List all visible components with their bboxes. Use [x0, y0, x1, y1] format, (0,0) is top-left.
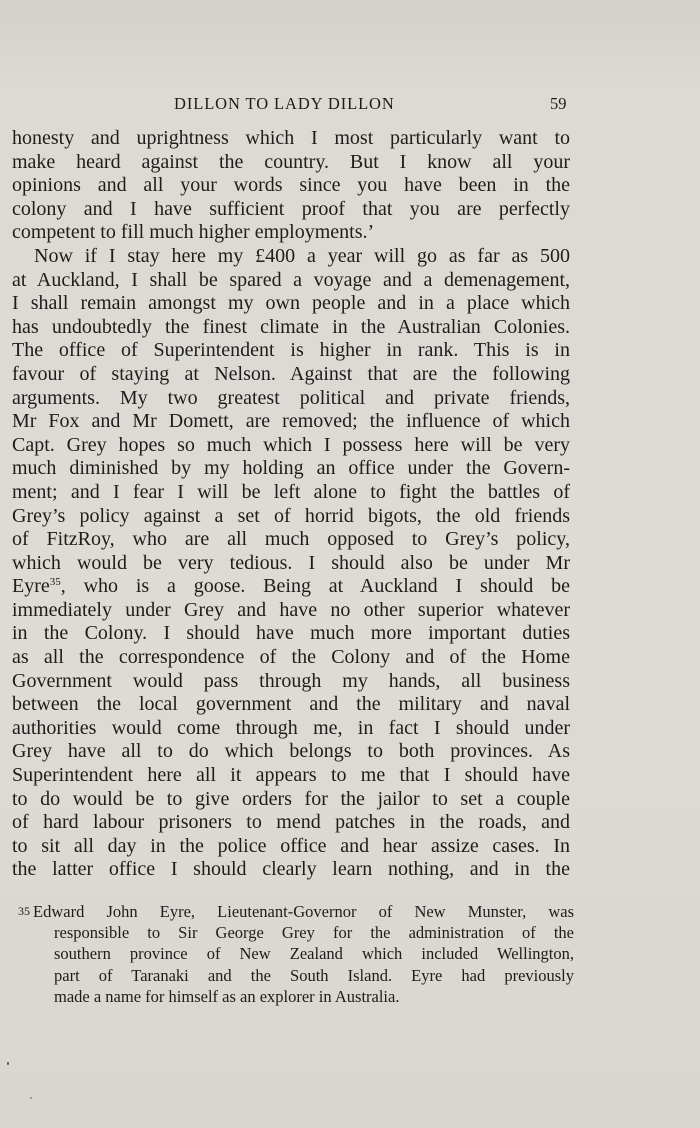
page-number: 59 — [550, 94, 567, 113]
text-line: between the local government and the military and naval — [12, 693, 570, 716]
text-line: to sit all day in the police office and hear assize cases. In — [12, 834, 570, 857]
footnote-line: southern province of New Zealand which included Wellington, — [54, 944, 574, 964]
text-line — [12, 575, 570, 599]
text-line: make heard against the country. But I know all your — [12, 150, 570, 173]
text-line: I shall remain amongst my own people and in a place which — [12, 292, 570, 315]
text-line: Now if I stay here my £400 a year will go as far as 500 — [34, 244, 570, 267]
text-line: in the Colony. I should have much more important duties — [12, 622, 570, 645]
footnote-number: 35 — [18, 904, 30, 918]
body-text — [12, 127, 570, 882]
paper-speck — [30, 1097, 32, 1099]
footnote-line — [18, 901, 574, 922]
eyre-word: Eyre — [12, 575, 50, 598]
text-line: which would be very tedious. I should also be under Mr — [12, 551, 570, 574]
text-line: authorities would come through me, in fact I should under — [12, 716, 570, 739]
text-line: opinions and all your words since you have been in the — [12, 174, 570, 197]
text-line: honesty and uprightness which I most particularly want to — [12, 127, 570, 149]
footnote-reference[interactable]: 35 — [49, 576, 61, 589]
footnote — [18, 901, 574, 1007]
line-remainder: , who is a goose. Being at Auckland I should be — [60, 575, 570, 598]
text-line: arguments. My two greatest political and private friends, — [12, 386, 570, 409]
text-line: to do would be to give orders for the jailor to set a couple — [12, 787, 570, 810]
text-line: as all the correspondence of the Colony and of the Home — [12, 646, 570, 669]
text-line: Grey have all to do which belongs to both provinces. As — [12, 740, 570, 763]
text-line: much diminished by my holding an office under the Govern- — [12, 457, 570, 480]
text-line: Superintendent here all it appears to me that I should have — [12, 764, 570, 787]
text-line: the latter office I should clearly learn nothing, and in the — [12, 858, 570, 881]
text-line: immediately under Grey and have no other superior whatever — [12, 598, 570, 621]
text-line: of FitzRoy, who are all much opposed to Grey’s policy, — [12, 528, 570, 551]
text-line: Capt. Grey hopes so much which I possess here will be very — [12, 433, 570, 456]
text-line: competent to fill much higher employments.’ — [12, 221, 375, 244]
footnote-line: part of Taranaki and the South Island. Eyre had previously — [54, 965, 574, 985]
text-line: The office of Superintendent is higher in rank. This is in — [12, 339, 570, 362]
footnote-line: responsible to Sir George Grey for the administration of the — [54, 923, 574, 943]
text-line: ment; and I fear I will be left alone to fight the battles of — [12, 480, 570, 503]
paper-speck — [7, 1062, 9, 1065]
text-line: of hard labour prisoners to mend patches in the roads, and — [12, 811, 570, 834]
running-head: DILLON TO LADY DILLON — [174, 94, 395, 113]
footnote-text: Edward John Eyre, Lieutenant-Governor of New Munster, was — [33, 902, 574, 921]
text-line: at Auckland, I shall be spared a voyage and a demenagement, — [12, 268, 570, 291]
text-line: Grey’s policy against a set of horrid bigots, the old friends — [12, 504, 570, 527]
text-line: favour of staying at Nelson. Against that are the following — [12, 362, 570, 385]
text-line: has undoubtedly the finest climate in the Australian Colonies. — [12, 315, 570, 338]
text-line: Mr Fox and Mr Domett, are removed; the influence of which — [12, 410, 570, 433]
footnote-line: made a name for himself as an explorer in Australia. — [54, 986, 400, 1006]
text-line: Government would pass through my hands, all business — [12, 669, 570, 692]
text-line: colony and I have sufficient proof that you are perfectly — [12, 197, 570, 220]
